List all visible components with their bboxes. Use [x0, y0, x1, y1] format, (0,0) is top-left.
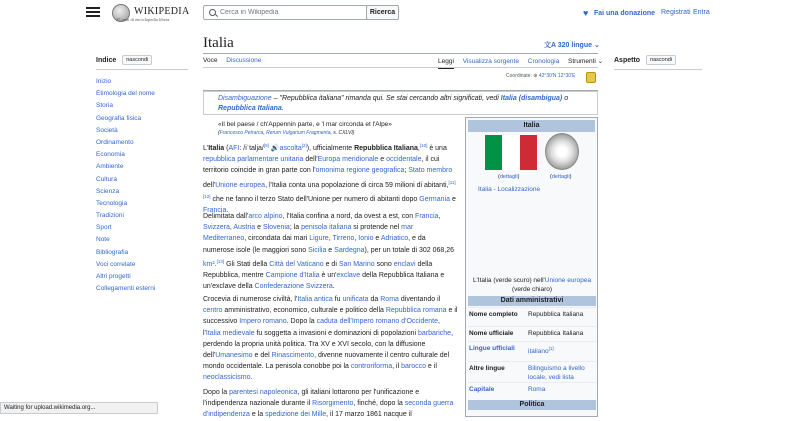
article-link[interactable]: neoclassicismo	[203, 374, 251, 382]
donate-link[interactable]	[583, 9, 655, 17]
article-text: e	[373, 235, 381, 243]
page-title: Italia	[203, 35, 234, 51]
article-link[interactable]: Italia medievale	[205, 329, 255, 337]
paragraph-geography	[203, 211, 458, 292]
article-link[interactable]: Stato membro	[408, 167, 453, 175]
chevron-down-icon: ⌄	[597, 58, 604, 65]
article-link[interactable]: parentesi napoleonica	[229, 389, 298, 396]
article-text: (	[224, 145, 229, 152]
epigraph-work-link[interactable]: Rerum Vulgarium Fragmenta	[266, 130, 331, 136]
donate-label: Fai una donazione	[593, 10, 656, 17]
toc-item[interactable]: Ambiente	[96, 163, 124, 171]
article-text: .	[214, 260, 217, 268]
article-text: diventando il	[398, 296, 441, 303]
heart-icon: ♥	[583, 8, 589, 18]
article-text: dell'	[203, 181, 216, 189]
disambig-italia-link[interactable]: Italia (disambigua)	[500, 95, 563, 102]
toc-item[interactable]: Cultura	[96, 175, 117, 183]
article-link[interactable]: [9]	[263, 143, 269, 148]
article-text: .	[250, 374, 253, 382]
article-text: , il	[392, 363, 402, 371]
infobox-row	[468, 307, 596, 326]
article-link[interactable]: Francia	[203, 207, 227, 215]
toc-item[interactable]: Voci correlate	[96, 260, 136, 268]
article-text: e	[378, 156, 387, 164]
title-divider	[203, 53, 598, 54]
toc-list	[96, 77, 188, 296]
language-button[interactable]	[544, 40, 600, 50]
article-link[interactable]: [11][12]	[203, 179, 456, 199]
flag-image[interactable]	[485, 135, 537, 170]
toc-item[interactable]: Società	[96, 126, 118, 134]
article-text: , e da numerose isole (le maggiori sono	[203, 235, 426, 254]
infobox-value	[528, 344, 596, 356]
article-text: : /iˈtalja/	[239, 145, 264, 152]
paragraph-risorgimento	[203, 387, 458, 421]
coordinates	[506, 73, 575, 79]
article-text: , gli italiani lottarono per l'unificazione e l'indipendenza nazionale durante il	[203, 389, 420, 408]
article-link[interactable]: Confederazione Svizzera	[254, 283, 333, 291]
article-text: , circondata dai mari	[244, 235, 310, 243]
article-text: è un'	[319, 272, 337, 280]
article-text: ,	[229, 224, 234, 232]
toc-item[interactable]: Etimologia del nome	[96, 90, 155, 98]
article-link[interactable]: Roma	[380, 296, 399, 303]
toc-item[interactable]: Tradizioni	[96, 212, 124, 220]
article-text: 🔊	[268, 145, 280, 152]
flag-red-stripe	[520, 135, 537, 170]
toc-item[interactable]: Ordinamento	[96, 138, 134, 146]
disambig-end: .	[281, 105, 284, 112]
article-link[interactable]: Italia antica	[297, 296, 333, 303]
language-count: 320 lingue	[557, 42, 592, 49]
article-text: fu	[332, 296, 343, 303]
article-link[interactable]: repubblica parlamentare unitaria	[203, 156, 304, 164]
coordinates-label: Coordinate:	[506, 73, 532, 79]
protection-lock-icon[interactable]	[586, 72, 596, 83]
article-link[interactable]: seconda guerra d'indipendenza	[203, 400, 454, 419]
appearance-header	[614, 55, 702, 70]
tools-label: Strumenti	[568, 58, 596, 65]
toc-item[interactable]: Economia	[96, 151, 125, 159]
article-text: , finché, dopo la	[353, 400, 405, 408]
article-link[interactable]: Austria	[233, 224, 256, 232]
article-link[interactable]: centro	[203, 307, 223, 315]
infobox-key[interactable]: Lingue ufficiali	[469, 345, 515, 352]
article-text: , il cui territorio coincide in gran parte con l'	[203, 156, 440, 175]
toc-item[interactable]: Inizio	[96, 78, 112, 85]
epigraph-src-close: , s. CXLVI)	[330, 130, 355, 136]
article-text: e la	[249, 411, 266, 419]
article-text: Repubblica Italiana	[354, 145, 418, 152]
footnote-ref[interactable]: [1]	[548, 346, 554, 351]
epigraph-author-link[interactable]: Francesco Petrarca	[219, 130, 264, 136]
article-text: amministrativo, economico, culturale e politico della	[222, 307, 386, 315]
article-link[interactable]: barbariche	[418, 329, 452, 337]
tab-cronologia[interactable]: Cronologia	[527, 58, 560, 65]
article-text: e	[255, 224, 263, 232]
tab-leggi[interactable]: Leggi	[438, 58, 454, 69]
map-link[interactable]: Italia - Localizzazione	[478, 186, 541, 193]
disambiguation-notice	[203, 91, 598, 115]
infobox-value	[528, 385, 596, 394]
coordinates-link[interactable]: 42°30′N 12°30′E	[538, 73, 576, 79]
article-text: Gli Stati della	[224, 260, 270, 268]
article-text: Italia	[208, 145, 225, 152]
globe-pin-icon: ⊕	[533, 73, 538, 79]
article-link[interactable]: controriforma	[350, 363, 393, 371]
toc-panel	[96, 55, 188, 296]
emblem-caption: (dettagli)	[550, 174, 572, 180]
map-caption-text: L'Italia (verde scuro) nell'	[472, 277, 545, 284]
epigraph-source	[218, 129, 458, 138]
article-text: , l'Italia confina a nord, da ovest a est, con	[282, 213, 416, 220]
tab-discussione[interactable]: Discussione	[226, 57, 262, 64]
tab-visualizza-sorgente[interactable]: Visualizza sorgente	[462, 58, 519, 65]
search-input[interactable]	[220, 7, 365, 18]
article-link[interactable]: Germania	[419, 195, 450, 203]
article-link[interactable]: Repubblica romana	[385, 307, 447, 315]
article-link[interactable]: Impero romano	[239, 318, 287, 326]
register-link[interactable]: Registrati	[661, 9, 691, 16]
article-text: , divenne nuovamente il centro culturale del mondo occidentale. La penisola conobbe poi la	[203, 352, 450, 371]
toc-header	[96, 55, 188, 70]
article-link[interactable]: km²	[203, 260, 215, 268]
epigraph-src-sep: ,	[263, 130, 267, 136]
article-link[interactable]: enclavi	[393, 260, 416, 268]
article-text: della Repubblica, mentre	[203, 260, 433, 280]
article-text: si protende nel	[351, 224, 402, 232]
article-text: che ne fanno il terzo Stato dell'Unione per numero di abitanti dopo	[210, 195, 420, 203]
epigraph	[218, 120, 458, 138]
article-text: Delimitata dall'	[203, 213, 249, 220]
article-text: e il successivo	[203, 307, 458, 326]
toc-item[interactable]: Geografia fisica	[96, 114, 142, 122]
toc-item[interactable]: Scienza	[96, 187, 120, 195]
article-text: e	[450, 195, 456, 203]
article-text: ,	[417, 145, 420, 152]
infobox-value-text: Repubblica Italiana	[528, 330, 584, 337]
article-link[interactable]: [13]	[216, 258, 225, 264]
toc-item[interactable]: Collegamenti esterni	[96, 285, 156, 293]
flag-white-stripe	[502, 135, 519, 170]
map-caption	[468, 276, 596, 294]
infobox-row	[468, 382, 596, 398]
emblem-image[interactable]	[545, 133, 579, 170]
site-header	[0, 0, 800, 30]
epigraph-quote: «Il bel paese / ch'Appennin parte, e 'l mar circonda et l'Alpe»	[218, 121, 392, 128]
eu-link[interactable]: Unione europea	[544, 277, 592, 284]
article-link[interactable]: Sardegna	[334, 246, 365, 254]
tab-voce[interactable]: Voce	[203, 57, 217, 68]
article-text: , il 17 marzo 1861 nacque il	[326, 411, 412, 419]
infobox-key: Nome ufficiale	[469, 330, 514, 337]
article-link[interactable]: penisola italiana	[301, 224, 352, 232]
article-link[interactable]: Ionio	[358, 235, 374, 243]
article-link[interactable]: Città del Vaticano	[269, 260, 324, 268]
disambig-link[interactable]: Disambiguazione	[218, 95, 272, 102]
status-bar: Waiting for upload.wikimedia.org...	[0, 402, 158, 414]
article-text: . Dopo la	[286, 318, 317, 326]
login-link[interactable]: Entra	[693, 9, 710, 16]
flag-green-stripe	[485, 135, 502, 170]
map-caption-end: (verde chiaro)	[511, 286, 553, 293]
chevron-down-icon: ⌄	[593, 42, 600, 49]
appearance-hide-button[interactable]: nascondi	[646, 55, 676, 65]
infobox-key: Altre lingue	[469, 365, 505, 372]
article-link[interactable]: Sicilia	[308, 246, 327, 254]
flag-details-link[interactable]: dettagli	[499, 174, 518, 180]
article-link[interactable]: [2]	[301, 143, 307, 148]
article-text: L'	[203, 145, 209, 152]
main-menu-icon[interactable]	[86, 7, 100, 19]
article-text: .	[226, 207, 229, 215]
article-text: ;	[404, 167, 409, 175]
toc-item[interactable]: Altri progetti	[96, 273, 131, 280]
article-link[interactable]: exclave	[336, 272, 361, 280]
article-text: ,	[328, 235, 333, 243]
article-link[interactable]: Slovenia	[262, 224, 290, 232]
infobox-key[interactable]: Capitale	[469, 386, 495, 393]
article-link[interactable]: arco alpino	[248, 213, 283, 220]
article-link[interactable]: spedizione dei Mille	[265, 411, 327, 419]
disambig-or: o	[562, 95, 569, 102]
article-link[interactable]: Tirreno	[332, 235, 355, 243]
infobox-title: Italia	[468, 120, 595, 132]
toc-item[interactable]: Bibliografia	[96, 248, 129, 256]
infobox-row	[468, 326, 596, 341]
article-text: Crocevia di numerose civiltà, l'	[203, 296, 298, 303]
article-text: dell'	[303, 156, 318, 164]
logo-wordmark: WIKIPEDIA	[134, 6, 190, 17]
infobox-row	[468, 361, 596, 382]
article-text: fu soggetta a invasioni e dominazioni di popolazioni	[254, 329, 418, 337]
article-text: sono	[374, 260, 394, 268]
article-link[interactable]: Francia	[415, 213, 439, 220]
search-box	[203, 5, 399, 20]
disambig-repubblica-link[interactable]: Repubblica Italiana	[218, 105, 282, 112]
toc-title: Indice	[96, 56, 117, 64]
infobox-key: Nome completo	[469, 311, 518, 318]
infobox-value-text[interactable]: italiano	[528, 348, 549, 355]
translate-icon: 文A	[544, 42, 556, 49]
infobox-value-text: Repubblica Italiana	[528, 311, 584, 318]
article-link[interactable]: occidentale	[386, 156, 422, 164]
article-text: e del	[252, 352, 272, 360]
article-link[interactable]: unificata	[342, 296, 369, 303]
epigraph-src-open: (	[218, 130, 220, 136]
infobox-value	[528, 329, 596, 338]
toc-item[interactable]: Storia	[96, 102, 113, 110]
logo-tagline: 25 anni di enciclopedia libera	[116, 17, 170, 22]
article-link[interactable]: AFI	[228, 145, 240, 152]
paragraph-history	[203, 294, 458, 384]
search-button[interactable]: Ricerca	[366, 5, 399, 20]
article-link[interactable]: Svizzera	[203, 224, 230, 232]
paragraph-intro	[203, 140, 458, 216]
article-link[interactable]: Adriatico	[380, 235, 409, 243]
search-icon	[209, 9, 216, 16]
appearance-panel	[614, 55, 702, 70]
article-link[interactable]: Rinascimento	[271, 352, 315, 360]
article-text: ; la	[289, 224, 302, 232]
toc-hide-button[interactable]: nascondi	[122, 55, 152, 65]
emblem-details-link[interactable]: dettagli	[551, 174, 570, 180]
article-text: da	[368, 296, 381, 303]
infobox-value	[528, 364, 596, 382]
article-link[interactable]: caduta dell'Impero romano d'Occidente	[316, 318, 438, 326]
article-link[interactable]: barocco	[401, 363, 426, 371]
article-link[interactable]: Campione d'Italia	[265, 272, 320, 280]
article-text: .	[332, 283, 335, 291]
flag-caption: (dettagli)	[498, 174, 520, 180]
article-link[interactable]: mar Mediterraneo	[203, 224, 414, 243]
infobox-value-text[interactable]: Roma	[528, 386, 546, 393]
article-link[interactable]: omonima regione geografica	[315, 167, 405, 175]
article-text: e il	[425, 363, 437, 371]
article-text: , perdendo la propria unità politica. Tra XV e XVI secolo, con la diffusione dell'	[203, 329, 454, 360]
article-text: , l'	[203, 318, 440, 337]
toc-item[interactable]: Sport	[96, 224, 112, 232]
infobox-value-text[interactable]: Bilinguismo a livello locale, vedi lista	[528, 365, 585, 381]
article-link[interactable]: Risorgimento	[312, 400, 354, 408]
toc-item[interactable]: Note	[96, 236, 110, 244]
toc-item[interactable]: Tecnologia	[96, 199, 128, 207]
infobox-value	[528, 310, 596, 319]
article-link[interactable]: Ligure	[309, 235, 329, 243]
article-text: Dopo la	[203, 389, 230, 396]
article-text: , l'Italia conta una popolazione di circa 59 milioni di abitanti,	[265, 181, 449, 189]
article-link[interactable]: Europa meridionale	[317, 156, 379, 164]
article-text: è una	[427, 145, 447, 152]
epigraph-text	[218, 120, 458, 129]
article-text: ), ufficialmente	[306, 145, 355, 152]
article-link[interactable]: Umanesimo	[215, 352, 253, 360]
appearance-title: Aspetto	[614, 56, 641, 64]
article-text: ,	[354, 235, 359, 243]
tabs-divider	[203, 67, 598, 68]
article-link[interactable]: San Marino	[338, 260, 375, 268]
article-text: ), per un totale di 302 068,26	[364, 246, 455, 254]
article-link[interactable]: Unione europea	[215, 181, 266, 189]
section-politics: Politica	[468, 400, 596, 410]
article-text: ,	[438, 213, 441, 220]
article-text: della Repubblica Italiana e un'exclave della	[203, 272, 445, 291]
infobox	[465, 117, 598, 417]
article-text: e di	[323, 260, 339, 268]
infobox-row	[468, 341, 596, 361]
article-link[interactable]: ascolta	[279, 145, 302, 152]
article-link[interactable]: [10]	[419, 143, 428, 148]
section-admin: Dati amministrativi	[468, 296, 596, 306]
article-text: e	[326, 246, 335, 254]
disambig-text: – "Repubblica italiana" rimanda qui. Se stai cercando altri significati, vedi	[271, 95, 501, 102]
